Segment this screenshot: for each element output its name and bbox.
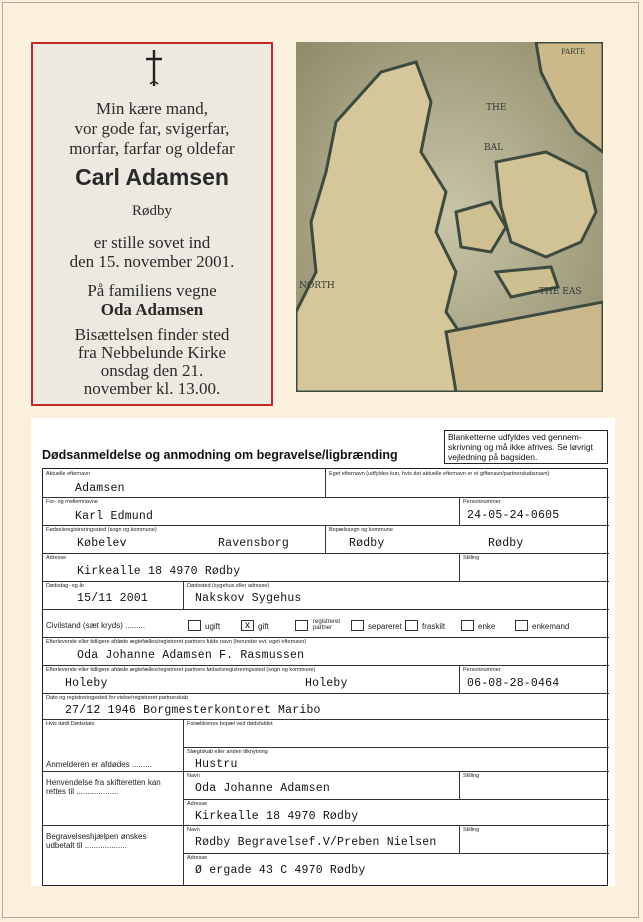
- reporter-label: Anmelderen er afdødes .........: [46, 760, 152, 769]
- death-place-value: Nakskov Sygehus: [195, 592, 302, 605]
- obituary-line: er stille sovet ind: [93, 233, 211, 252]
- civil-checkbox-separated[interactable]: [351, 620, 364, 631]
- address-value: Kirkealle 18 4970 Rødby: [77, 565, 241, 578]
- civil-checkbox-widower[interactable]: [515, 620, 528, 631]
- birthplace-label: Fødselsregistreringssted (sogn og kommune): [46, 527, 157, 533]
- death-date-label: Dødsdag- og år: [46, 583, 85, 589]
- obituary-line: vor gode far, svigerfar,: [74, 119, 230, 138]
- stillborn-label: Hvis dødt Dødsdato: [46, 721, 95, 727]
- map-label: THE EAS: [539, 287, 582, 297]
- funeral-line: november kl. 13.00.: [83, 379, 221, 398]
- form-grid: [42, 468, 608, 886]
- kinship-label: Slægtskab eller anden tilknytning: [187, 749, 268, 755]
- payment-name-value: Rødby Begravelsef.V/Preben Nielsen: [195, 836, 437, 849]
- cpr-label: Personnummer: [463, 499, 501, 505]
- map-label: NORTH: [299, 281, 335, 291]
- spouse-name-value: Oda Johanne Adamsen F. Rasmussen: [77, 649, 305, 662]
- kinship-value: Hustru: [195, 758, 238, 771]
- parents-address-label: Forældrenes bopæl ved dødsfaldet: [187, 721, 273, 727]
- spouse-name-label: Efterlevende eller tidligere afdøde ægtefælles/registreret partners fulde navn (herunder evt. eget efternavn): [46, 639, 307, 645]
- probate-position-label: Stilling: [463, 773, 480, 779]
- spouse-cpr-value: 06-08-28-0464: [467, 677, 560, 690]
- payment-name-label: Navn: [187, 827, 200, 833]
- map-label: THE: [486, 103, 507, 113]
- civil-option: ugift: [205, 622, 221, 631]
- funeral-line: fra Nebbelunde Kirke: [77, 343, 227, 362]
- probate-name-value: Oda Johanne Adamsen: [195, 782, 330, 795]
- res-parish-value: Rødby: [349, 537, 385, 550]
- surname-label: Aktuelle efternavn: [46, 471, 91, 477]
- map-label: PARTE: [561, 48, 586, 56]
- payment-address-value: Ø ergade 43 C 4970 Rødby: [195, 864, 366, 877]
- own-surname-label: Eget efternavn (udfyldes kun, hvis det aktuelle efternavn er et giftenavn/partnerskabsnavn): [329, 471, 550, 477]
- map-image: [296, 42, 603, 392]
- civil-checkbox-divorced[interactable]: [405, 620, 418, 631]
- probate-address-label: Adresse: [187, 801, 208, 807]
- death-place-label: Dødssted (sygehus eller adresse): [187, 583, 270, 589]
- civil-status-label: Civilstand (sæt kryds) .........: [46, 621, 146, 630]
- spouse-municipality-value: Holeby: [305, 677, 348, 690]
- marriage-label: Dato og registreringssted for vielse/registreret partnerskab: [46, 695, 188, 701]
- civil-checkbox-widow[interactable]: [461, 620, 474, 631]
- payment-position-label: Stilling: [463, 827, 480, 833]
- funeral-line: Bisættelsen finder sted: [74, 325, 230, 344]
- obituary-line: den 15. november 2001.: [69, 252, 235, 271]
- cpr-value: 24-05-24-0605: [467, 509, 560, 522]
- form-title: Dødsanmeldelse og anmodning om begravelse/ligbrænding: [42, 448, 398, 462]
- civil-option: enke: [478, 622, 496, 631]
- civil-checkbox-married[interactable]: x: [241, 620, 254, 631]
- marriage-value: 27/12 1946 Borgmesterkontoret Maribo: [65, 704, 321, 717]
- death-notification-form: [31, 418, 615, 886]
- probate-address-value: Kirkealle 18 4970 Rødby: [195, 810, 359, 823]
- obituary-line: morfar, farfar og oldefar: [69, 139, 235, 158]
- cross-icon: [143, 48, 165, 88]
- civil-checkbox-partner[interactable]: [295, 620, 308, 631]
- civil-option: registreret partner: [313, 619, 341, 631]
- birth-parish-value: Købelev: [77, 537, 127, 550]
- funeral-line: onsdag den 21.: [100, 361, 204, 380]
- map-label: BAL: [484, 143, 504, 153]
- civil-option: gift: [258, 622, 269, 631]
- res-municipality-value: Rødby: [488, 537, 524, 550]
- birth-municipality-value: Ravensborg: [218, 537, 290, 550]
- civil-checkbox-unmarried[interactable]: [188, 620, 201, 631]
- antique-map: [296, 42, 603, 392]
- probate-name-label: Navn: [187, 773, 200, 779]
- first-names-label: For- og mellemnavne: [46, 499, 98, 505]
- civil-option: fraskilt: [422, 622, 446, 631]
- family-name: Oda Adamsen: [100, 300, 204, 319]
- death-date-value: 15/11 2001: [77, 592, 149, 605]
- address-label: Adresse: [46, 555, 67, 561]
- civil-option: enkemand: [532, 622, 570, 631]
- payment-address-label: Adresse: [187, 855, 208, 861]
- surname-value: Adamsen: [75, 482, 125, 495]
- spouse-cpr-label: Personnummer: [463, 667, 501, 673]
- probate-label: Henvendelse fra skifteretten kan rettes til ...................: [46, 778, 161, 796]
- family-intro: På familiens vegne: [87, 281, 217, 300]
- obituary-line: Min kære mand,: [96, 99, 208, 118]
- payment-label: Begravelseshjælpen ønskes udbetalt til ...................: [46, 832, 147, 850]
- obituary-notice: [31, 42, 273, 406]
- position-label: Stilling: [463, 555, 480, 561]
- spouse-parish-value: Holeby: [65, 677, 108, 690]
- civil-option: separeret: [368, 622, 402, 631]
- first-names-value: Karl Edmund: [75, 510, 154, 523]
- spouse-birthplace-label: Efterlevende eller tidligere afdøde ægtefælles/registreret partners fødselsregistreringssted (sogn og kommune): [46, 667, 316, 673]
- deceased-town: Rødby: [131, 203, 172, 219]
- instructions-box: Blanketterne udfyldes ved gennem- skrivning og må ikke afrives. Se løvrigt vejledning på bagsiden.: [444, 430, 608, 464]
- residence-label: Bopælssogn og kommune: [329, 527, 393, 533]
- deceased-name: Carl Adamsen: [75, 164, 229, 190]
